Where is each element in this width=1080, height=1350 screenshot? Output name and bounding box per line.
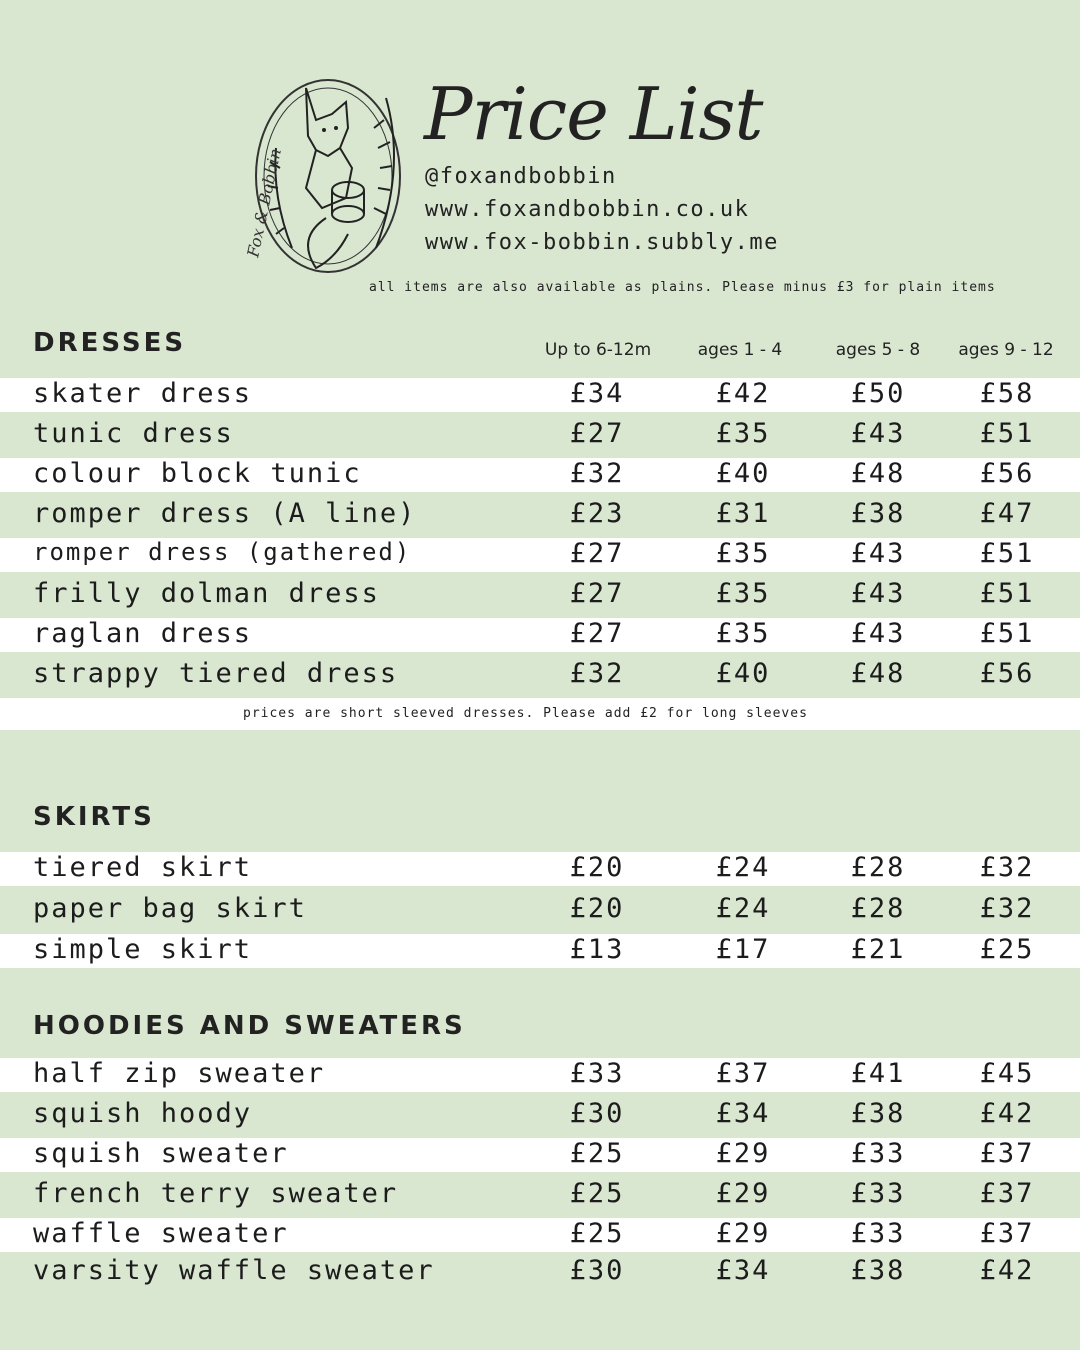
column-header-1: ages 1 - 4 (697, 340, 783, 360)
item-name: strappy tiered dress (33, 658, 399, 689)
item-price-0: £27 (569, 418, 625, 449)
website-link[interactable]: www.foxandbobbin.co.uk (425, 197, 750, 222)
item-price-2: £43 (850, 618, 906, 649)
item-name: half zip sweater (33, 1058, 326, 1089)
item-price-3: £37 (979, 1178, 1035, 1209)
item-price-1: £17 (715, 934, 771, 965)
item-price-1: £29 (715, 1138, 771, 1169)
item-name: squish sweater (33, 1138, 289, 1169)
item-price-0: £23 (569, 498, 625, 529)
item-price-1: £35 (715, 538, 771, 569)
item-price-3: £51 (979, 538, 1035, 569)
item-name: tunic dress (33, 418, 234, 449)
item-name: romper dress (gathered) (33, 538, 412, 566)
item-price-2: £43 (850, 538, 906, 569)
subbly-link[interactable]: www.fox-bobbin.subbly.me (425, 230, 779, 255)
item-price-3: £42 (979, 1255, 1035, 1286)
item-price-1: £42 (715, 378, 771, 409)
item-price-1: £34 (715, 1255, 771, 1286)
svg-text:Fox & Bobbin: Fox & Bobbin (243, 146, 285, 259)
item-price-1: £35 (715, 418, 771, 449)
item-price-2: £28 (850, 852, 906, 883)
table-row (0, 1172, 1080, 1218)
table-row (0, 1092, 1080, 1138)
item-price-1: £34 (715, 1098, 771, 1129)
item-price-0: £30 (569, 1098, 625, 1129)
item-name: waffle sweater (33, 1218, 289, 1249)
table-row (0, 1218, 1080, 1252)
item-price-0: £27 (569, 618, 625, 649)
item-name: raglan dress (33, 618, 253, 649)
item-price-3: £47 (979, 498, 1035, 529)
item-name: romper dress (A line) (33, 498, 417, 529)
item-name: simple skirt (33, 934, 253, 965)
column-header-2: ages 5 - 8 (835, 340, 921, 360)
item-price-2: £21 (850, 934, 906, 965)
item-price-2: £33 (850, 1138, 906, 1169)
item-price-0: £20 (569, 893, 625, 924)
item-price-1: £35 (715, 578, 771, 609)
item-name: colour block tunic (33, 458, 362, 489)
item-price-0: £25 (569, 1218, 625, 1249)
item-price-0: £25 (569, 1138, 625, 1169)
item-price-3: £32 (979, 852, 1035, 883)
item-price-3: £45 (979, 1058, 1035, 1089)
section-title-skirts: SKIRTS (33, 802, 155, 832)
table-row (0, 572, 1080, 618)
item-price-2: £41 (850, 1058, 906, 1089)
item-price-3: £37 (979, 1138, 1035, 1169)
item-price-2: £50 (850, 378, 906, 409)
item-price-3: £37 (979, 1218, 1035, 1249)
item-price-3: £56 (979, 658, 1035, 689)
item-price-2: £33 (850, 1178, 906, 1209)
section-title-hoodies: HOODIES AND SWEATERS (33, 1011, 466, 1041)
item-price-0: £32 (569, 458, 625, 489)
item-price-2: £43 (850, 578, 906, 609)
column-header-0: Up to 6-12m (544, 340, 652, 360)
item-price-2: £43 (850, 418, 906, 449)
item-price-0: £34 (569, 378, 625, 409)
item-price-3: £42 (979, 1098, 1035, 1129)
item-price-0: £33 (569, 1058, 625, 1089)
plain-items-note: all items are also available as plains. Please minus £3 for plain items (369, 280, 996, 295)
item-price-1: £24 (715, 852, 771, 883)
item-price-3: £25 (979, 934, 1035, 965)
item-price-3: £32 (979, 893, 1035, 924)
item-price-3: £51 (979, 618, 1035, 649)
item-price-0: £20 (569, 852, 625, 883)
table-row (0, 1252, 1080, 1292)
item-price-0: £13 (569, 934, 625, 965)
page-title: Price List (424, 72, 763, 156)
table-row (0, 886, 1080, 934)
item-price-0: £30 (569, 1255, 625, 1286)
item-price-1: £40 (715, 458, 771, 489)
item-price-0: £25 (569, 1178, 625, 1209)
table-row (0, 492, 1080, 538)
item-price-2: £48 (850, 458, 906, 489)
item-name: varsity waffle sweater (33, 1255, 435, 1286)
item-price-1: £35 (715, 618, 771, 649)
item-price-3: £58 (979, 378, 1035, 409)
table-row (0, 1138, 1080, 1172)
item-price-1: £29 (715, 1218, 771, 1249)
table-row (0, 618, 1080, 652)
item-name: squish hoody (33, 1098, 253, 1129)
item-price-0: £27 (569, 578, 625, 609)
table-row (0, 378, 1080, 412)
column-header-3: ages 9 - 12 (958, 340, 1054, 360)
section-title-dresses: DRESSES (33, 328, 187, 358)
item-name: skater dress (33, 378, 253, 409)
instagram-handle: @foxandbobbin (425, 164, 617, 189)
item-price-1: £40 (715, 658, 771, 689)
table-row (0, 1058, 1080, 1092)
item-price-2: £38 (850, 498, 906, 529)
item-price-2: £48 (850, 658, 906, 689)
item-price-2: £38 (850, 1098, 906, 1129)
item-price-1: £37 (715, 1058, 771, 1089)
item-name: tiered skirt (33, 852, 253, 883)
table-row (0, 852, 1080, 886)
item-price-2: £28 (850, 893, 906, 924)
item-price-1: £31 (715, 498, 771, 529)
table-row (0, 652, 1080, 698)
item-price-1: £24 (715, 893, 771, 924)
item-price-1: £29 (715, 1178, 771, 1209)
item-name: frilly dolman dress (33, 578, 380, 609)
item-price-3: £51 (979, 418, 1035, 449)
table-row (0, 458, 1080, 492)
item-name: paper bag skirt (33, 893, 307, 924)
item-price-3: £56 (979, 458, 1035, 489)
item-price-3: £51 (979, 578, 1035, 609)
table-row (0, 412, 1080, 458)
item-name: french terry sweater (33, 1178, 399, 1209)
item-price-2: £38 (850, 1255, 906, 1286)
fox-and-bobbin-logo (236, 58, 416, 288)
item-price-0: £32 (569, 658, 625, 689)
long-sleeve-note: prices are short sleeved dresses. Please add £2 for long sleeves (243, 706, 808, 721)
table-row (0, 934, 1080, 968)
table-row (0, 538, 1080, 572)
item-price-0: £27 (569, 538, 625, 569)
item-price-2: £33 (850, 1218, 906, 1249)
